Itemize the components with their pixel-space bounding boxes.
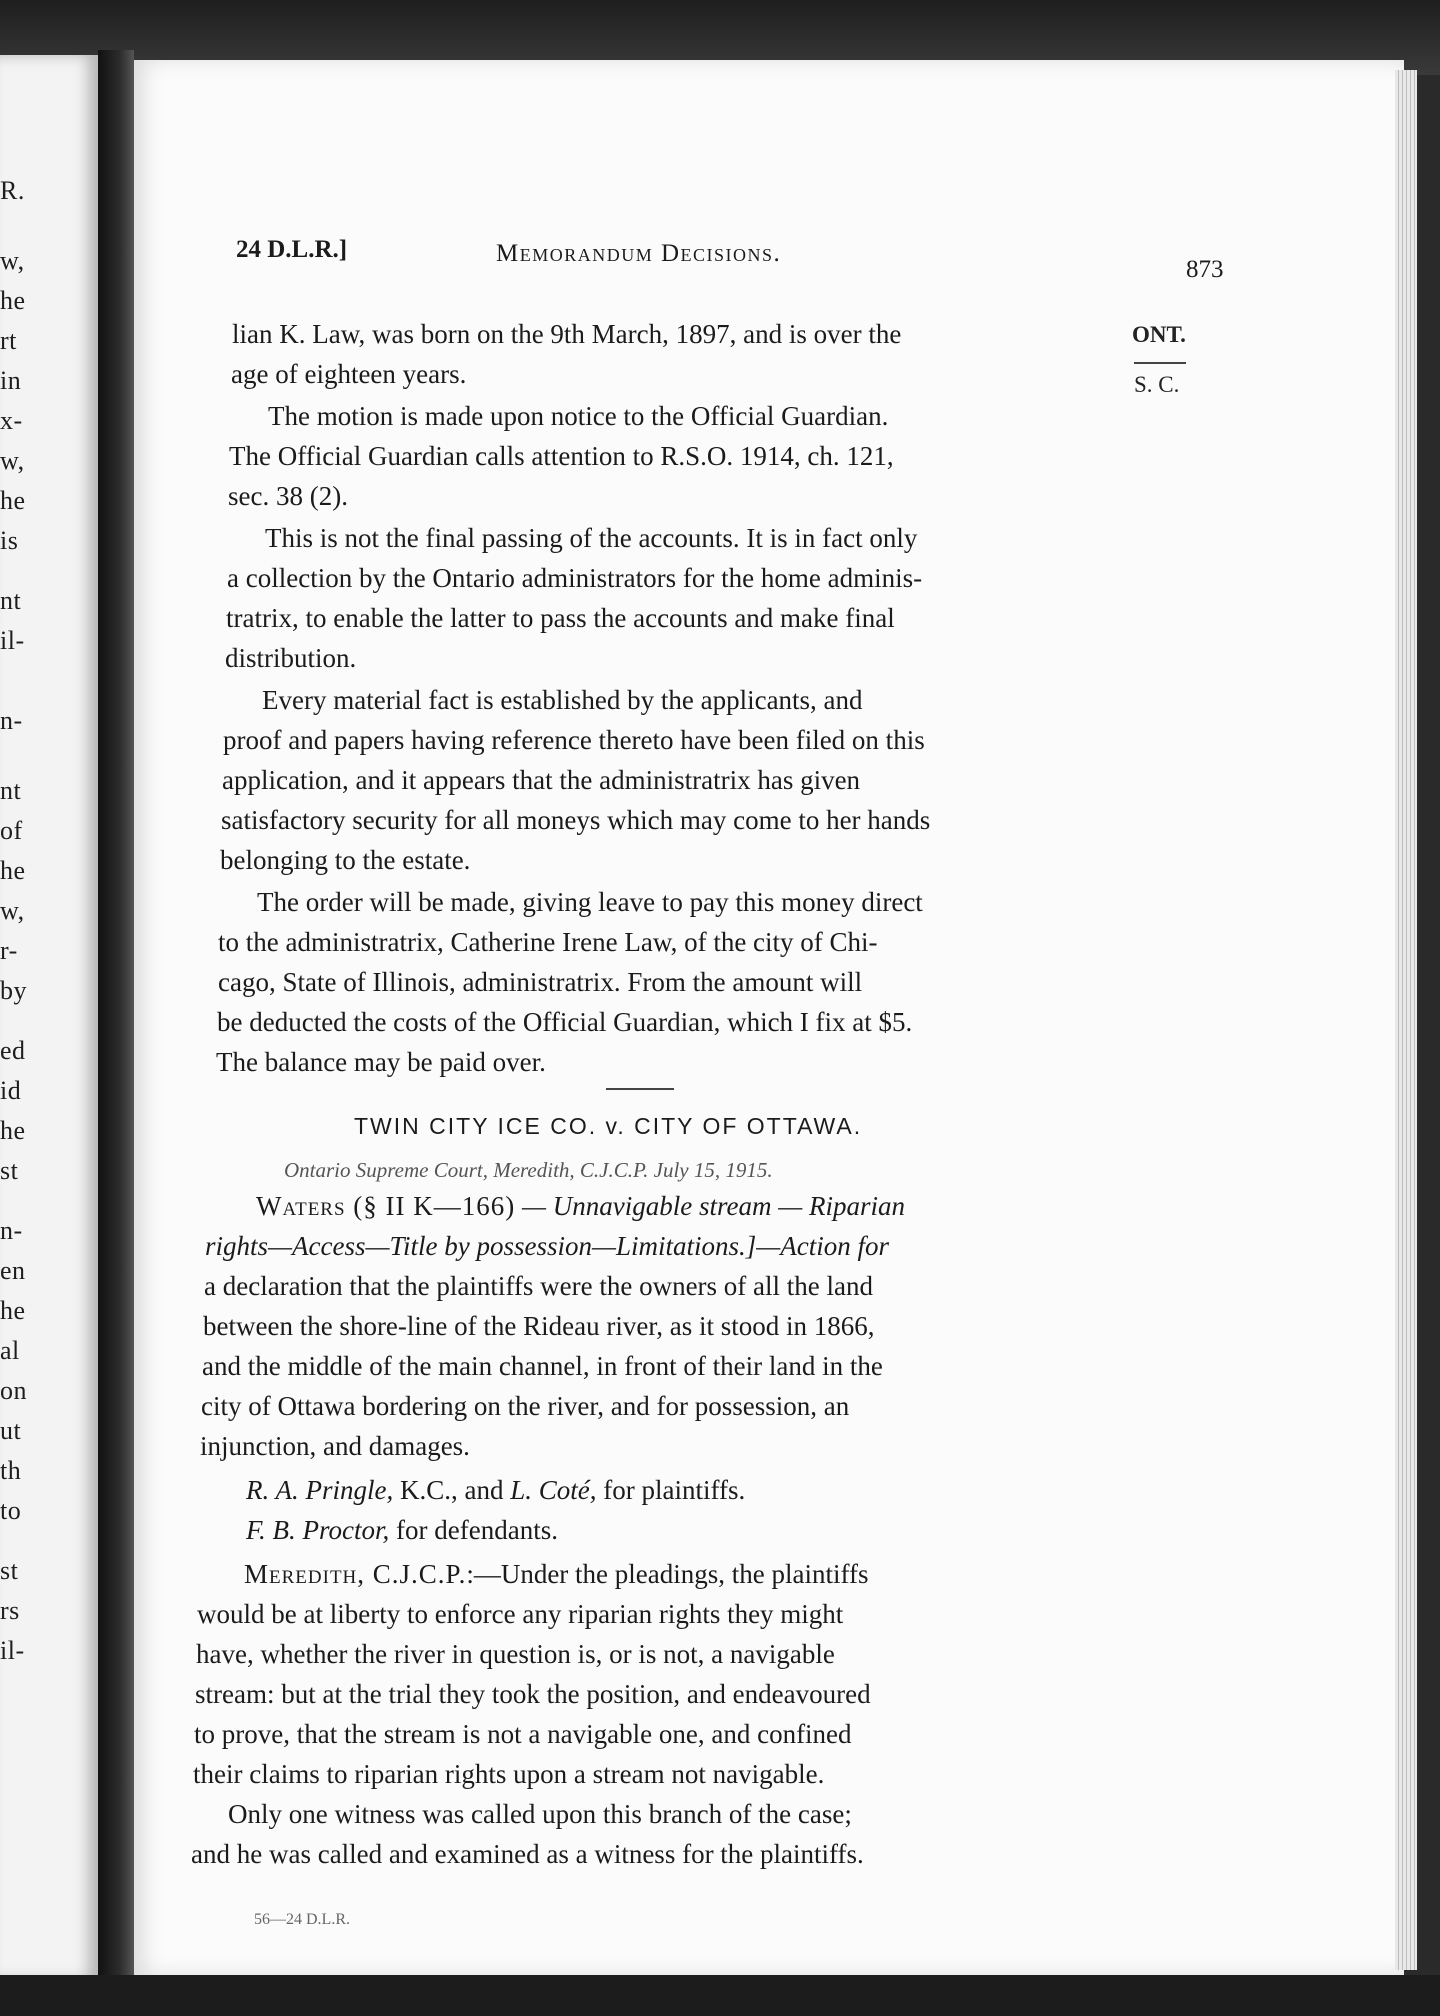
- left-page-fragment-text: al: [0, 1336, 20, 1365]
- left-page-fragment-text: ed: [0, 1036, 26, 1065]
- volume-reference: 24 D.L.R.]: [236, 236, 348, 263]
- left-page-fragment-text: nt: [0, 586, 22, 615]
- opinion-line: have, whether the river in question is, or is not, a navigable: [196, 1639, 835, 1669]
- body-line: be deducted the costs of the Official Guardian, which I fix at $5.: [217, 1007, 913, 1037]
- headnote-line: rights—Access—Title by possession—Limitations.]—Action for: [205, 1231, 890, 1261]
- case-title: TWIN CITY ICE CO. v. CITY OF OTTAWA.: [354, 1113, 863, 1139]
- opinion-first-line: [244, 1554, 869, 1594]
- left-page-fragment-text: rs: [0, 1596, 20, 1625]
- left-page-fragment-text: st: [0, 1556, 19, 1585]
- opinion-line: would be at liberty to enforce any riparian rights they might: [197, 1599, 844, 1629]
- left-page-fragment-text: of: [0, 816, 23, 845]
- left-page-fragment-text: by: [0, 976, 27, 1005]
- body-line: tratrix, to enable the latter to pass the accounts and make final: [226, 603, 895, 633]
- headnote-first-line: [256, 1186, 905, 1226]
- opinion-line: and he was called and examined as a witness for the plaintiffs.: [191, 1839, 864, 1869]
- counsel-plaintiff-name: R. A. Pringle,: [246, 1475, 394, 1505]
- book-gutter: [98, 50, 134, 1980]
- counsel-defendants: [246, 1510, 558, 1550]
- left-page-fragment-text: x-: [0, 406, 23, 435]
- left-page-fragment-text: in: [0, 366, 22, 395]
- headnote-line: city of Ottawa bordering on the river, and for possession, an: [201, 1391, 850, 1421]
- left-page-fragment: [0, 55, 98, 1980]
- left-page-fragment-text: he: [0, 856, 26, 885]
- body-line: sec. 38 (2).: [228, 481, 348, 511]
- body-line: This is not the final passing of the accounts. It is in fact only: [265, 523, 918, 553]
- body-line: satisfactory security for all moneys which may come to her hands: [221, 805, 931, 835]
- left-page-fragment-text: nt: [0, 776, 22, 805]
- counsel-defendant-role: for defendants.: [389, 1515, 558, 1545]
- body-line: The balance may be paid over.: [216, 1047, 546, 1077]
- body-line: to the administratrix, Catherine Irene Law, of the city of Chi-: [218, 927, 878, 957]
- running-title: Memorandum Decisions.: [496, 240, 782, 267]
- sidebar-court: S. C.: [1134, 372, 1180, 397]
- page-stack-edge: [1395, 70, 1417, 1970]
- opinion-line: stream: but at the trial they took the position, and endeavoured: [195, 1679, 871, 1709]
- body-line: The motion is made upon notice to the Official Guardian.: [268, 401, 889, 431]
- body-line: Every material fact is established by the applicants, and: [262, 685, 863, 715]
- left-page-fragment-text: id: [0, 1076, 22, 1105]
- left-page-fragment-text: th: [0, 1456, 22, 1485]
- court-line: Ontario Supreme Court, Meredith, C.J.C.P. July 15, 1915.: [284, 1158, 773, 1182]
- left-page-fragment-text: he: [0, 486, 26, 515]
- judge-name: Meredith, C.J.C.P.: [244, 1559, 467, 1589]
- sidebar-province: ONT.: [1132, 322, 1186, 347]
- body-line: belonging to the estate.: [220, 845, 471, 875]
- left-page-fragment-text: ut: [0, 1416, 22, 1445]
- headnote-line-1: — Unnavigable stream — Riparian: [522, 1191, 905, 1221]
- body-line: application, and it appears that the administratrix has given: [222, 765, 861, 795]
- headnote-line: and the middle of the main channel, in front of their land in the: [202, 1351, 883, 1381]
- body-line: distribution.: [225, 643, 357, 673]
- opinion-line: to prove, that the stream is not a navigable one, and confined: [194, 1719, 852, 1749]
- footer-signature: 56—24 D.L.R.: [254, 1911, 350, 1928]
- left-page-fragment-text: r-: [0, 936, 18, 965]
- book-bottom-edge: [0, 1975, 1440, 2016]
- counsel-plaintiff-name2: L. Coté,: [510, 1475, 597, 1505]
- left-page-fragment-text: en: [0, 1256, 26, 1285]
- headnote-head: Waters (§ II K—166): [256, 1191, 516, 1221]
- body-line: The order will be made, giving leave to pay this money direct: [257, 887, 923, 917]
- counsel-defendant-name: F. B. Proctor,: [246, 1515, 390, 1545]
- counsel-plaintiff-mid: K.C., and: [393, 1475, 511, 1505]
- left-page-fragment-text: rt: [0, 326, 17, 355]
- sidebar-rule: [1134, 362, 1186, 364]
- opinion-line-1: :—Under the pleadings, the plaintiffs: [466, 1559, 869, 1589]
- headnote-line: injunction, and damages.: [200, 1431, 470, 1461]
- body-line: lian K. Law, was born on the 9th March, 1897, and is over the: [232, 319, 902, 349]
- left-page-fragment-text: R.: [0, 176, 25, 205]
- left-page-fragment-text: w,: [0, 246, 25, 275]
- headnote-line: between the shore-line of the Rideau river, as it stood in 1866,: [203, 1311, 875, 1341]
- left-page-fragment-text: w,: [0, 446, 25, 475]
- body-line: proof and papers having reference thereto have been filed on this: [223, 725, 925, 755]
- left-page-fragment-text: he: [0, 286, 26, 315]
- counsel-plaintiff-role: for plaintiffs.: [596, 1475, 746, 1505]
- body-line: cago, State of Illinois, administratrix. From the amount will: [218, 967, 863, 997]
- left-page-fragment-text: he: [0, 1296, 26, 1325]
- body-line: The Official Guardian calls attention to R.S.O. 1914, ch. 121,: [229, 441, 894, 471]
- opinion-line: their claims to riparian rights upon a stream not navigable.: [193, 1759, 825, 1789]
- left-page-fragment-text: is: [0, 526, 19, 555]
- body-line: a collection by the Ontario administrators for the home adminis-: [227, 563, 923, 593]
- left-page-fragment-text: to: [0, 1496, 22, 1525]
- opinion-line: Only one witness was called upon this branch of the case;: [228, 1799, 852, 1829]
- left-page-fragment-text: n-: [0, 1216, 23, 1245]
- left-page-fragment-text: n-: [0, 706, 23, 735]
- left-page-fragment-text: w,: [0, 896, 25, 925]
- page-number: 873: [1186, 256, 1224, 283]
- left-page-fragment-text: he: [0, 1116, 26, 1145]
- left-page-fragment-text: on: [0, 1376, 27, 1405]
- left-page-fragment-text: il-: [0, 1636, 25, 1665]
- case-separator: [606, 1088, 674, 1090]
- left-page-fragment-text: il-: [0, 626, 25, 655]
- left-page-fragment-text: st: [0, 1156, 19, 1185]
- counsel-plaintiffs: [246, 1470, 745, 1510]
- headnote-line: a declaration that the plaintiffs were the owners of all the land: [204, 1271, 874, 1301]
- body-line: age of eighteen years.: [231, 359, 467, 389]
